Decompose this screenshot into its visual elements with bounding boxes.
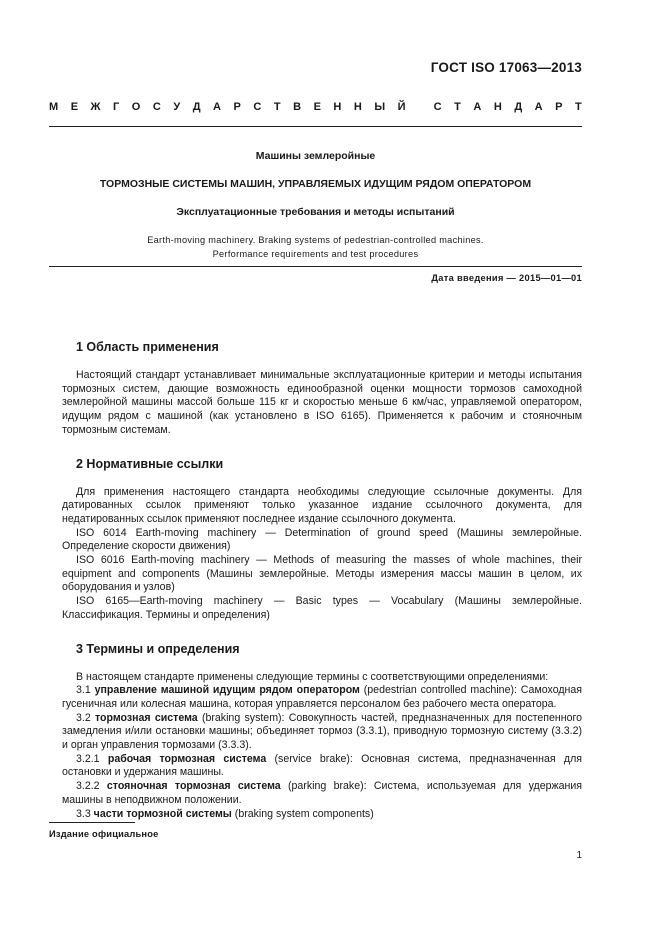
footer-rule: [49, 822, 135, 823]
definition-number: 3.3: [76, 807, 94, 820]
header-rule: [49, 126, 582, 127]
definition-term: стояночная тормозная система: [106, 780, 281, 793]
banner-letter: А: [534, 101, 543, 113]
definition-text: (service brake): Основная система, предназначенная для остановки и удержания машины.: [62, 752, 582, 779]
banner-letter: С: [152, 101, 161, 113]
definition-text: (braking system): Совокупность частей, предназначенных для постепенного замедления и/или остановки машины; объединяет тормоз (3.3.1), приводную тормозную систему (3.3.2) и орган управления тормозами (3.3.3).: [62, 711, 582, 752]
banner-letter: С: [433, 101, 442, 113]
definition-number: 3.1: [76, 684, 95, 697]
gost-designation: ГОСТ ISO 17063—2013: [430, 60, 582, 75]
banner-letter: Р: [555, 101, 563, 113]
banner-letter: Т: [575, 101, 582, 113]
definition-number: 3.2.1: [76, 752, 108, 765]
title-english-line1: Earth-moving machinery. Braking systems of pedestrian-controlled machines.: [147, 235, 484, 245]
definition-number: 3.2: [76, 711, 95, 724]
definition-3-3: [62, 808, 582, 822]
title-category: Машины землеройные: [255, 150, 376, 162]
banner-letter: [418, 101, 421, 113]
banner-letter: Р: [233, 101, 241, 113]
banner-letter: С: [253, 101, 262, 113]
section-1-heading: 1 Область применения: [76, 340, 219, 354]
title-rule: [49, 266, 582, 267]
definition-3-1: [62, 684, 582, 711]
introduction-date: Дата введения — 2015—01—01: [431, 273, 582, 283]
definition-3-2: [62, 712, 582, 753]
reference-iso-6014: ISO 6014 Earth-moving machinery — Determination of ground speed (Машины землеройные. Определение скорости движения): [62, 526, 582, 553]
banner-letter: Й: [397, 101, 406, 113]
page-number: 1: [576, 850, 582, 861]
banner-letter: Т: [454, 101, 461, 113]
definition-term: тормозная система: [94, 711, 198, 724]
definition-term: части тормозной системы: [93, 807, 232, 820]
banner-letter: В: [293, 101, 302, 113]
banner-letter: Ж: [90, 101, 101, 113]
banner-letter: А: [213, 101, 221, 113]
official-edition-label: Издание официальное: [49, 829, 159, 839]
reference-iso-6016: ISO 6016 Earth-moving machinery — Methods of measuring the masses of whole machines, their equipment and components (Машины землеройные. Методы измерения массы машин в целом, их оборудования и узлов): [62, 554, 582, 594]
section-3-heading: 3 Термины и определения: [76, 641, 240, 656]
interstate-standard-banner: [49, 101, 582, 113]
banner-letter: М: [49, 101, 59, 113]
banner-letter: О: [131, 101, 141, 113]
document-body: [62, 338, 582, 821]
banner-letter: Е: [313, 101, 321, 113]
section-3-intro: В настоящем стандарте применены следующие термины с соответствующими определениями:: [76, 670, 549, 683]
section-1-paragraph: Настоящий стандарт устанавливает минимальные эксплуатационные критерии и методы испытания тормозных систем, дающие возможность единообразной оценки мощности тормозов самоходной землеройной машины массой больше 115 кг и скоростью меньше 6 км/час, управляемой оператором, идущим рядом с машиной (как установлено в ISO 6165). Применяется к рабочим и стояночным тормозным системам.: [62, 369, 582, 436]
banner-letter: Д: [514, 101, 523, 113]
section-2-paragraph-intro: Для применения настоящего стандарта необходимы следующие ссылочные документы. Для датированных ссылок применяют только указанное издание ссылочного документа, для недатированных ссылок применяют последнее издание ссылочного документа.: [62, 485, 582, 525]
definition-text: (braking system components): [231, 807, 374, 820]
definition-text: (parking brake): Система, используемая для удержания машины в неподвижном положении.: [62, 780, 582, 806]
banner-letter: Т: [273, 101, 281, 113]
title-english: [49, 233, 582, 261]
definition-term: управление машиной идущим рядом оператором: [94, 684, 360, 697]
definition-number: 3.2.2: [76, 780, 107, 793]
definition-text: (pedestrian controlled machine): Самоходная гусеничная или колесная машина, которая управляется персоналом без рабочего места оператора.: [62, 684, 583, 710]
banner-letter: Е: [70, 101, 79, 113]
definition-term: рабочая тормозная система: [107, 752, 267, 765]
banner-letter: Д: [192, 101, 201, 113]
banner-letter: Н: [333, 101, 342, 113]
banner-letter: Н: [493, 101, 502, 113]
definition-3-2-1: [62, 753, 582, 780]
reference-iso-6165: ISO 6165—Earth-moving machinery — Basic types — Vocabulary (Машины землеройные. Классификация. Термины и определения): [62, 595, 582, 621]
banner-letter: У: [173, 101, 181, 113]
banner-letter: А: [473, 101, 482, 113]
title-english-line2: Performance requirements and test procedures: [212, 249, 419, 259]
title-subtitle: Эксплуатационные требования и методы испытаний: [176, 206, 455, 218]
definition-3-2-2: [62, 780, 582, 807]
section-2-heading: 2 Нормативные ссылки: [76, 456, 224, 471]
title-main: ТОРМОЗНЫЕ СИСТЕМЫ МАШИН, УПРАВЛЯЕМЫХ ИДУЩИМ РЯДОМ ОПЕРАТОРОМ: [99, 178, 532, 190]
banner-letter: Ы: [374, 101, 386, 113]
banner-letter: Г: [113, 101, 120, 113]
banner-letter: Н: [353, 101, 362, 113]
